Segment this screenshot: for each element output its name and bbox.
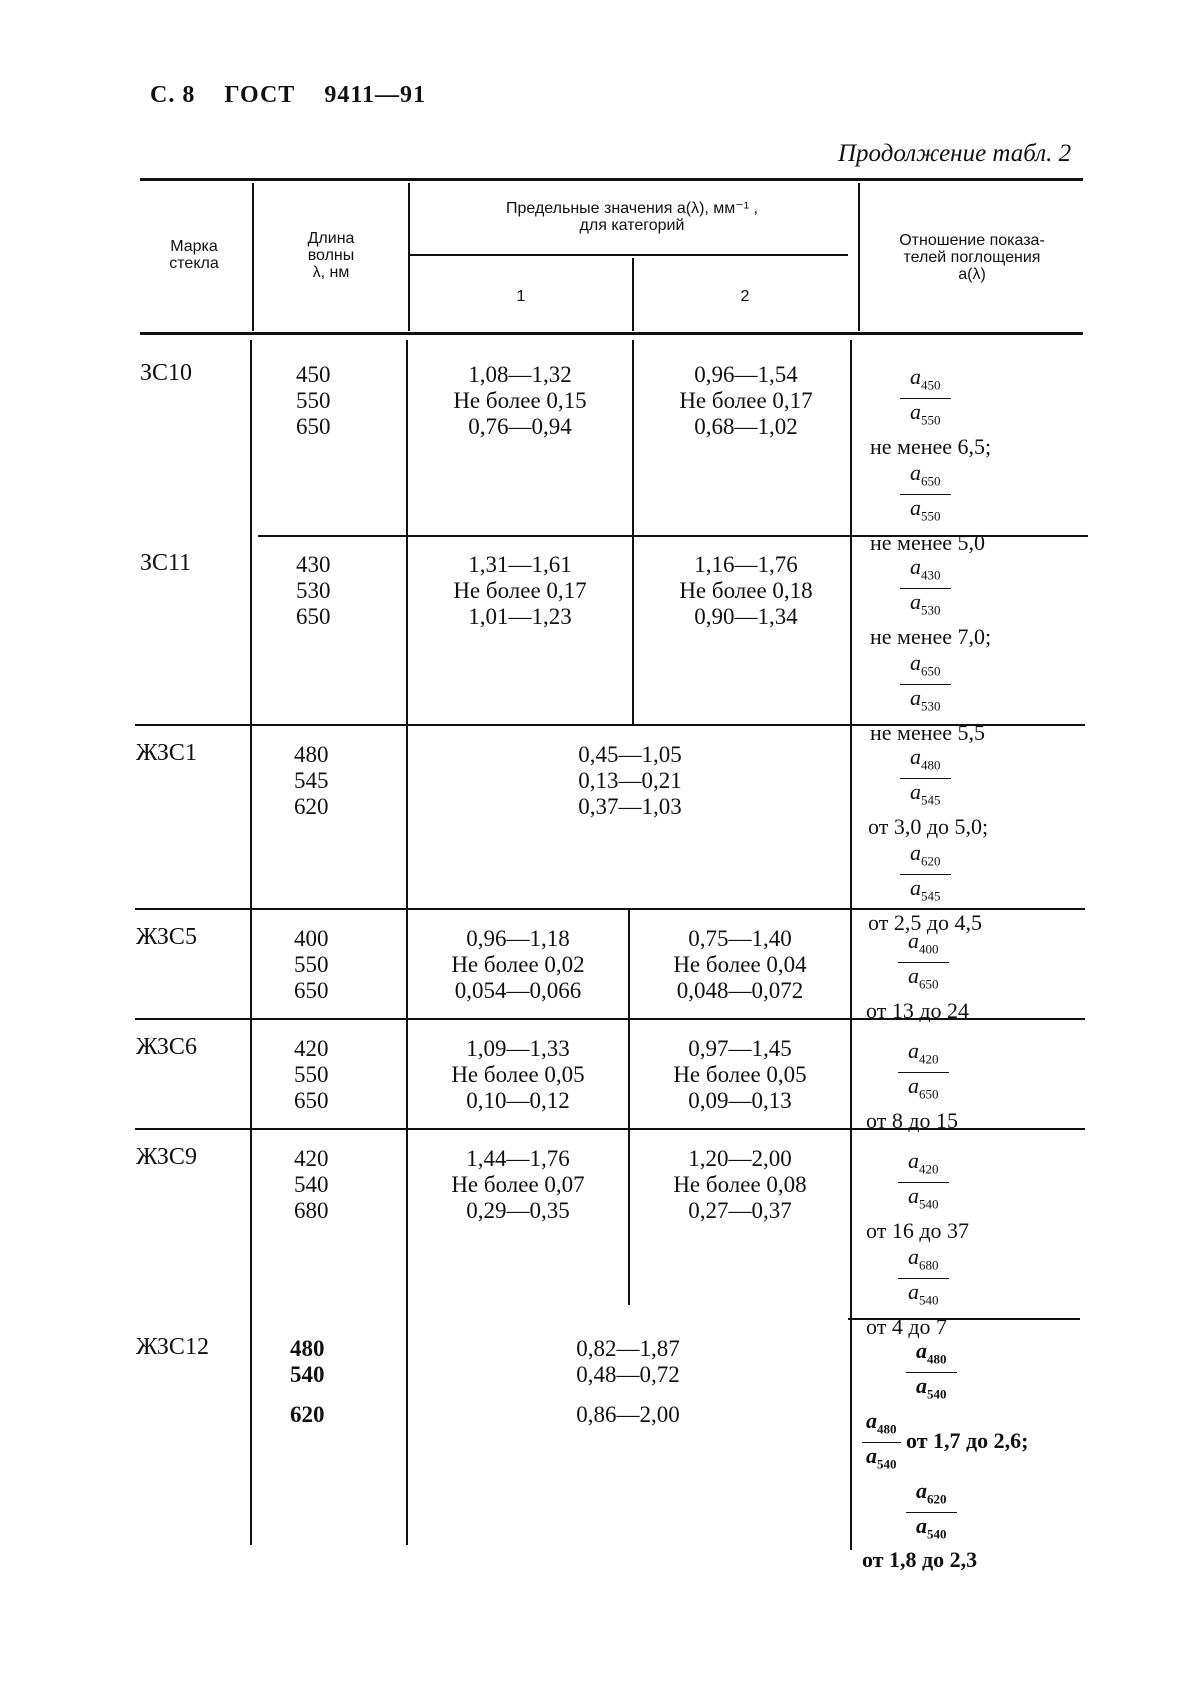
row-wavelengths: 400 550 650	[294, 926, 329, 1003]
body-col-divider-3b	[628, 910, 630, 1305]
row-wavelengths: 430 530 650	[296, 552, 331, 629]
row-ratio: $\frac{a_{450}}{a_{550}}$ не менее 6,5; $\frac{a_{650}}{a_{550}}$ не менее 5,0	[870, 364, 992, 555]
row-category-2: 1,20—2,00 Не более 0,08 0,27—0,37	[673, 1146, 807, 1223]
header-brand: Марка стекла	[169, 238, 219, 272]
ratio-inline-row: $\frac{a_{480}}{a_{540}}$ от 1,7 до 2,6;	[862, 1408, 1080, 1478]
header-ratio: Отношение показа- телей поглощения a(λ)	[899, 232, 1045, 283]
header-limits: Предельные значения a(λ), мм⁻¹ , для категорий	[506, 200, 758, 234]
row-merged-values: 0,45—1,05 0,13—0,21 0,37—1,03	[578, 742, 682, 819]
body-col-divider-3a	[632, 340, 634, 725]
page-number: С. 8	[150, 82, 196, 108]
header-col-divider-1	[252, 183, 254, 331]
header-category-2: 2	[740, 288, 750, 305]
row-brand: ЖЗС6	[136, 1034, 197, 1060]
header-wavelength: Длина волны λ, нм	[307, 230, 355, 281]
ratio-fraction: $\frac{a_{680}}{a_{540}}$	[898, 1244, 949, 1314]
page-header	[150, 82, 448, 109]
row-ratio: $\frac{a_{480}}{a_{540}}$ $\frac{a_{480}}{a_{540}}$ от 1,7 до 2,6; $\frac{a_{620}}{a_{540}}$ от 1,8 до 2,3	[862, 1338, 1080, 1573]
header-bottom-rule	[140, 332, 1083, 335]
row-category-1: 0,96—1,18 Не более 0,02 0,054—0,066	[451, 926, 585, 1003]
header-col-divider-2	[408, 183, 410, 331]
row-wavelengths: 420 550 650	[294, 1036, 329, 1113]
standard-label: ГОСТ	[224, 82, 296, 108]
row-category-1: 1,31—1,61 Не более 0,17 1,01—1,23	[453, 552, 587, 629]
ratio-fraction: $\frac{a_{420}}{a_{650}}$	[898, 1038, 949, 1108]
ratio-fraction: $\frac{a_{480}}{a_{540}}$	[906, 1338, 957, 1408]
row-wavelengths: 480 540 620	[290, 1336, 325, 1427]
row-category-2: 0,75—1,40 Не более 0,04 0,048—0,072	[673, 926, 807, 1003]
row-brand: ЖЗС12	[136, 1334, 209, 1360]
row-category-1: 1,08—1,32 Не более 0,15 0,76—0,94	[453, 362, 587, 439]
ratio-fraction: $\frac{a_{620}}{a_{545}}$	[900, 840, 951, 910]
header-category-1: 1	[516, 288, 526, 305]
ratio-fraction: $\frac{a_{430}}{a_{530}}$	[900, 554, 951, 624]
ratio-fraction: $\frac{a_{650}}{a_{550}}$	[900, 460, 951, 530]
header-col-divider-3	[632, 258, 634, 331]
table-continuation-caption: Продолжение табл. 2	[838, 140, 1072, 167]
row-ratio: $\frac{a_{400}}{a_{650}}$ от 13 до 24	[866, 928, 970, 1023]
ratio-fraction: $\frac{a_{480}}{a_{540}}$	[862, 1408, 901, 1478]
row-category-2: 0,97—1,45 Не более 0,05 0,09—0,13	[673, 1036, 807, 1113]
ratio-fraction: $\frac{a_{450}}{a_{550}}$	[900, 364, 951, 434]
body-col-divider-2	[406, 340, 408, 1545]
row-category-2: 1,16—1,76 Не более 0,18 0,90—1,34	[679, 552, 813, 629]
body-col-divider-4	[850, 340, 852, 1550]
row-ratio: $\frac{a_{420}}{a_{650}}$ от 8 до 15	[866, 1038, 959, 1133]
ratio-fraction: $\frac{a_{420}}{a_{540}}$	[898, 1148, 949, 1218]
row-ratio: $\frac{a_{430}}{a_{530}}$ не менее 7,0; $\frac{a_{650}}{a_{530}}$ не менее 5,5	[870, 554, 992, 745]
row-brand: ЖЗС5	[136, 924, 197, 950]
header-sub-rule	[410, 254, 848, 256]
row-ratio: $\frac{a_{480}}{a_{545}}$ от 3,0 до 5,0; $\frac{a_{620}}{a_{545}}$ от 2,5 до 4,5	[868, 744, 989, 935]
body-col-divider-1	[250, 340, 252, 1545]
table-top-rule	[140, 178, 1083, 181]
ratio-fraction: $\frac{a_{650}}{a_{530}}$	[900, 650, 951, 720]
row-wavelengths: 480 545 620	[294, 742, 329, 819]
ratio-fraction: $\frac{a_{480}}{a_{545}}$	[900, 744, 951, 814]
row-merged-values: 0,82—1,87 0,48—0,72 0,86—2,00	[576, 1336, 680, 1427]
row-brand: ЖЗС9	[136, 1144, 197, 1170]
standard-number: 9411—91	[324, 82, 427, 108]
row-category-2: 0,96—1,54 Не более 0,17 0,68—1,02	[679, 362, 813, 439]
row-category-1: 1,09—1,33 Не более 0,05 0,10—0,12	[451, 1036, 585, 1113]
ratio-fraction: $\frac{a_{620}}{a_{540}}$	[906, 1478, 957, 1548]
row-brand: ЗС11	[140, 550, 192, 576]
ratio-fraction: $\frac{a_{400}}{a_{650}}$	[898, 928, 949, 998]
row-ratio: $\frac{a_{420}}{a_{540}}$ от 16 до 37 $\frac{a_{680}}{a_{540}}$ от 4 до 7	[866, 1148, 970, 1339]
row-brand: ЖЗС1	[136, 740, 197, 766]
row-wavelengths: 420 540 680	[294, 1146, 329, 1223]
row-wavelengths: 450 550 650	[296, 362, 331, 439]
row-brand: ЗС10	[140, 360, 193, 386]
header-col-divider-4	[858, 183, 860, 331]
row-category-1: 1,44—1,76 Не более 0,07 0,29—0,35	[451, 1146, 585, 1223]
